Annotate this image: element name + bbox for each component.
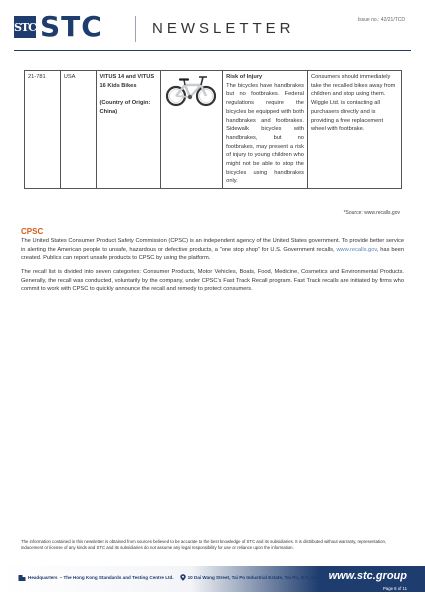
- product-name: VITUS 14 and VITUS 16 Kids Bikes: [99, 74, 155, 89]
- hq-address: 10 Dai Wang Street, Tai Po Industrial Estate, Tai Po, N.T., Hong Kong: [187, 575, 337, 580]
- recall-remedy: Consumers should immediately take the recalled bikes away from children and stop using them. Wiggle Ltd. is contacting all purchasers directly and is providing a free replacement wheel with footbrake.: [307, 71, 401, 189]
- header-rule: [14, 50, 411, 51]
- recall-table: [24, 70, 402, 189]
- source-note: *Source: www.recalls.gov: [343, 210, 400, 216]
- stc-logo-mark: [14, 16, 36, 38]
- table-row: [25, 71, 402, 189]
- recall-risk: [223, 71, 308, 189]
- location-pin-icon: [180, 574, 186, 581]
- newsletter-label: NEWSLETTER: [152, 20, 295, 37]
- recall-number: 21-781: [25, 71, 61, 189]
- cpsc-paragraph-1: [21, 237, 404, 263]
- recall-product: [96, 71, 160, 189]
- header-divider: [135, 16, 136, 42]
- hq-label: Headquarters: [28, 575, 58, 580]
- recall-country: USA: [60, 71, 96, 189]
- risk-title: Risk of Injury: [226, 74, 263, 80]
- page-header: [0, 0, 425, 48]
- footer-headquarters: [18, 574, 336, 581]
- stc-logo-text: STC: [40, 10, 103, 43]
- cpsc-para1-text: The United States Consumer Product Safety Commission (CPSC) is an independent agency of the United States government. To provide better service in alerting the American people to unsafe, hazardous or defective products, a “one stop shop” for U.S. Government recalls,: [21, 238, 404, 253]
- cpsc-paragraph-2: The recall list is divided into seven categories: Consumer Products, Motor Vehicles, Boats, Food, Medicine, Cosmetics and Environmental Products. Generally, the recall was conducted, voluntarily by the company, under CPSC’s Fast Track Recall program. Fast Track recalls are initiated by firms who commit to work with CPSC to quickly announce the recall and remedy to protect consumers.: [21, 269, 404, 293]
- recall-image-cell: [160, 71, 222, 189]
- kids-bike-image: [164, 73, 218, 107]
- logo-mark-text: STC: [14, 20, 36, 34]
- hq-name: – The Hong Kong Standards and Testing Centre Ltd.: [59, 575, 174, 580]
- page-number: Page 8 of 11: [382, 586, 407, 591]
- website-link[interactable]: www.stc.group: [328, 570, 407, 582]
- recalls-gov-link[interactable]: www.recalls.gov: [336, 246, 377, 253]
- risk-description: The bicycles have handbrakes but no footbrakes. Federal regulations require the bicycles be equipped with both handbrakes and footbrakes. Sidewalk bicycles with handbrakes, but no footbrakes, may present a risk of injury to young children who might not be able to stop the bicycles using handbrakes only.: [226, 82, 304, 185]
- product-origin: (Country of Origin: China): [99, 100, 151, 116]
- disclaimer: The information contained in this newsletter is obtained from sources believed to be accurate to the best knowledge of STC and its subsidiaries. It is distributed without warranty, representation, inducement or license of any kinds and STC and its subsidiaries do not assume any legal responsibility for use or reliance upon the information.: [21, 539, 387, 550]
- cpsc-section-title: CPSC: [21, 227, 44, 236]
- issue-number: Issue no.: 42/21/TCD: [357, 17, 405, 23]
- cpsc-para1-text-end: , has been created. Publics can report unsafe products to CPSC by using the platform.: [21, 246, 404, 262]
- building-icon: [18, 574, 26, 581]
